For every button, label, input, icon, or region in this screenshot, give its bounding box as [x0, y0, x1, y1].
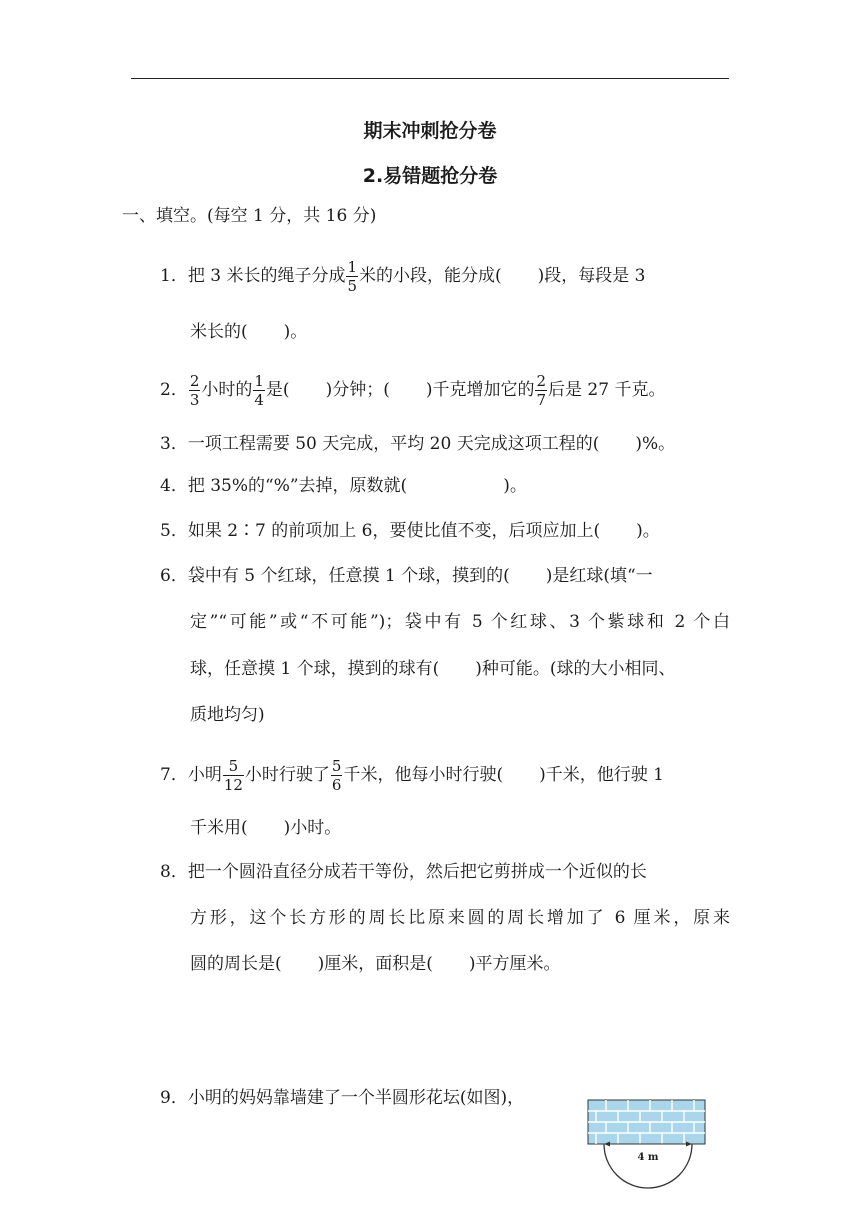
page-subtitle: 2.易错题抢分卷: [362, 165, 498, 187]
question-8-line-1: 8．把一个圆沿直径分成若干等份，然后把它剪拼成一个近似的长: [160, 862, 647, 882]
question-9: 9．小明的妈妈靠墙建了一个半圆形花坛(如图)，: [160, 1088, 525, 1108]
page-title: 期末冲刺抢分卷: [363, 120, 497, 142]
question-2: 2． $\frac{2}{3}$ 小时的 $\frac{1}{4}$ 是( )分钟；( )千克增加它的 $\frac{2}{7}$ 后是 27 千克。: [160, 372, 666, 409]
question-number: 4．: [160, 476, 188, 496]
fraction: $\frac{2}{3}$: [189, 372, 200, 409]
question-6-line-2: 定”“可能”或“不可能”)；袋中有 5 个红球、3 个紫球和 2 个白: [190, 612, 730, 632]
question-number: 7．: [160, 765, 188, 785]
fraction: $\frac{2}{7}$: [536, 372, 547, 409]
diameter-label: 4 m: [637, 1152, 659, 1163]
question-number: 9．: [160, 1088, 188, 1108]
question-number: 5．: [160, 521, 188, 541]
fraction: $\frac{1}{5}$: [347, 258, 357, 295]
question-6-line-1: 6．袋中有 5 个红球，任意摸 1 个球，摸到的( )是红球(填“一: [160, 566, 653, 586]
question-number: 8．: [160, 862, 188, 882]
section-heading: 一、填空。(每空 1 分，共 16 分): [122, 206, 377, 226]
fraction: $\frac{1}{4}$: [254, 372, 264, 409]
question-6-line-3: 球，任意摸 1 个球，摸到的球有( )种可能。(球的大小相同、: [190, 659, 676, 679]
question-number: 1．: [160, 266, 188, 286]
question-7-line-1: 7．小明 $\frac{5}{12}$ 小时行驶了 $\frac{5}{6}$ 千米，他每小时行驶( )千米，他行驶 1: [160, 757, 664, 794]
question-8-line-3: 圆的周长是( )厘米，面积是( )平方厘米。: [190, 954, 561, 974]
question-number: 3．: [160, 434, 188, 454]
semicircle-bed: [604, 1144, 692, 1188]
question-7-line-2: 千米用( )小时。: [190, 818, 342, 838]
semicircle-wall-diagram: [586, 1098, 708, 1194]
fraction: $\frac{5}{6}$: [331, 757, 342, 794]
header-rule: [131, 78, 729, 79]
flower-bed-figure: [586, 1098, 708, 1194]
question-1-line-1: 1．把 3 米长的绳子分成 $\frac{1}{5}$ 米的小段，能分成( )段，每段是 3: [160, 258, 646, 295]
question-4: 4．把 35%的“%”去掉，原数就( )。: [160, 476, 527, 496]
question-3: 3．一项工程需要 50 天完成，平均 20 天完成这项工程的( )%。: [160, 434, 676, 454]
question-number: 2．: [160, 380, 188, 400]
question-number: 6．: [160, 566, 188, 586]
question-5: 5．如果 2∶7 的前项加上 6，要使比值不变，后项应加上( )。: [160, 521, 660, 541]
question-8-line-2: 方形，这个长方形的周长比原来圆的周长增加了 6 厘米，原来: [190, 908, 730, 928]
fraction: $\frac{5}{12}$: [223, 757, 243, 794]
question-1-line-2: 米长的( )。: [190, 322, 308, 342]
question-6-line-4: 质地均匀): [190, 705, 265, 725]
